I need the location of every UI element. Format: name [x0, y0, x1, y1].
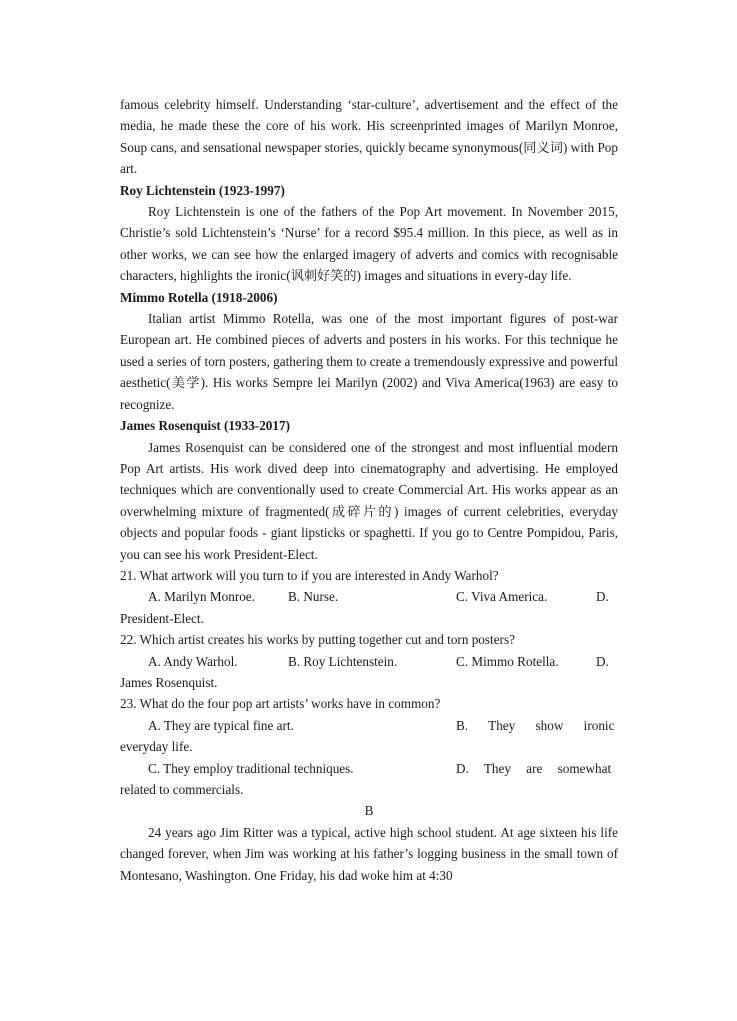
artist-heading-rotella: Mimmo Rotella (1918-2006)	[120, 289, 278, 305]
artist-body-lichtenstein: Roy Lichtenstein is one of the fathers of the Pop Art movement. In November 2015, Christie’s sold Lichtenstein’s ‘Nurse’ for a record $95.4 million. In this piece, as well as in other works, we can see how the enlarged imagery of adverts and comics with recognisable characters, highlights the ironic(讽刺好笑的) images and situations in every-day life.	[120, 204, 618, 284]
artist-heading-rosenquist: James Rosenquist (1933-2017)	[120, 418, 290, 434]
option-b: B. Roy Lichtenstein.	[288, 653, 398, 669]
option-d: D.	[596, 589, 609, 605]
option-d-continuation: President-Elect.	[120, 610, 204, 626]
option-a: A. They are typical fine art.	[148, 717, 294, 733]
question-23-options-ab	[120, 715, 618, 736]
artist-body-rosenquist: James Rosenquist can be considered one of the strongest and most influential modern Pop Art artists. His work dived deep into cinematography and advertising. He employed techniques which are conventionally used to create Commercial Art. His works appear as an overwhelming mixture of fragmented(成碎片的) images of current celebrities, everyday objects and popular foods - giant lipsticks or spaghetti. If you go to Centre Pompidou, Paris, you can see his work President-Elect.	[120, 439, 618, 562]
option-b: B. Nurse.	[288, 589, 339, 605]
artist-heading-lichtenstein: Roy Lichtenstein (1923-1997)	[120, 182, 285, 198]
option-d-continuation: James Rosenquist.	[120, 674, 218, 690]
option-c: C. Viva America.	[456, 589, 548, 605]
option-a: A. Marilyn Monroe.	[148, 589, 255, 605]
question-21-stem: 21. What artwork will you turn to if you are interested in Andy Warhol?	[120, 567, 499, 583]
option-a: A. Andy Warhol.	[148, 653, 238, 669]
option-b: B. They show ironic	[456, 717, 615, 733]
artist-body-rotella: Italian artist Mimmo Rotella, was one of the most important figures of post-war European art. He combined pieces of adverts and posters in his works. For this technique he used a series of torn posters, gathering them to create a tremendously expressive and powerful aesthetic(美学). His works Sempre lei Marilyn (2002) and Viva America(1963) are easy to recognize.	[120, 311, 618, 412]
option-c: C. They employ traditional techniques.	[148, 760, 354, 776]
option-b-continuation: everyday life.	[120, 739, 193, 755]
option-d: D.	[596, 653, 609, 669]
document-page	[120, 94, 618, 886]
question-22-options	[120, 651, 618, 672]
intro-paragraph: famous celebrity himself. Understanding ‘star-culture’, advertisement and the effect of the media, he made these the core of his work. His screenprinted images of Marilyn Monroe, Soup cans, and sensational newspaper stories, quickly became synonymous(同义词) with Pop art.	[120, 97, 618, 177]
question-21-options	[120, 586, 618, 607]
section-b-paragraph: 24 years ago Jim Ritter was a typical, active high school student. At age sixteen his life changed forever, when Jim was working at his father’s logging business in the small town of Montesano, Washington. One Friday, his dad woke him at 4:30	[120, 824, 618, 883]
question-23-options-cd	[120, 758, 618, 779]
option-d: D. They are somewhat	[456, 760, 612, 776]
question-22-stem: 22. Which artist creates his works by putting together cut and torn posters?	[120, 632, 515, 648]
section-b-label: B	[364, 803, 374, 819]
option-d-continuation: related to commercials.	[120, 781, 244, 797]
question-23-stem: 23. What do the four pop art artists’ works have in common?	[120, 696, 441, 712]
option-c: C. Mimmo Rotella.	[456, 653, 559, 669]
